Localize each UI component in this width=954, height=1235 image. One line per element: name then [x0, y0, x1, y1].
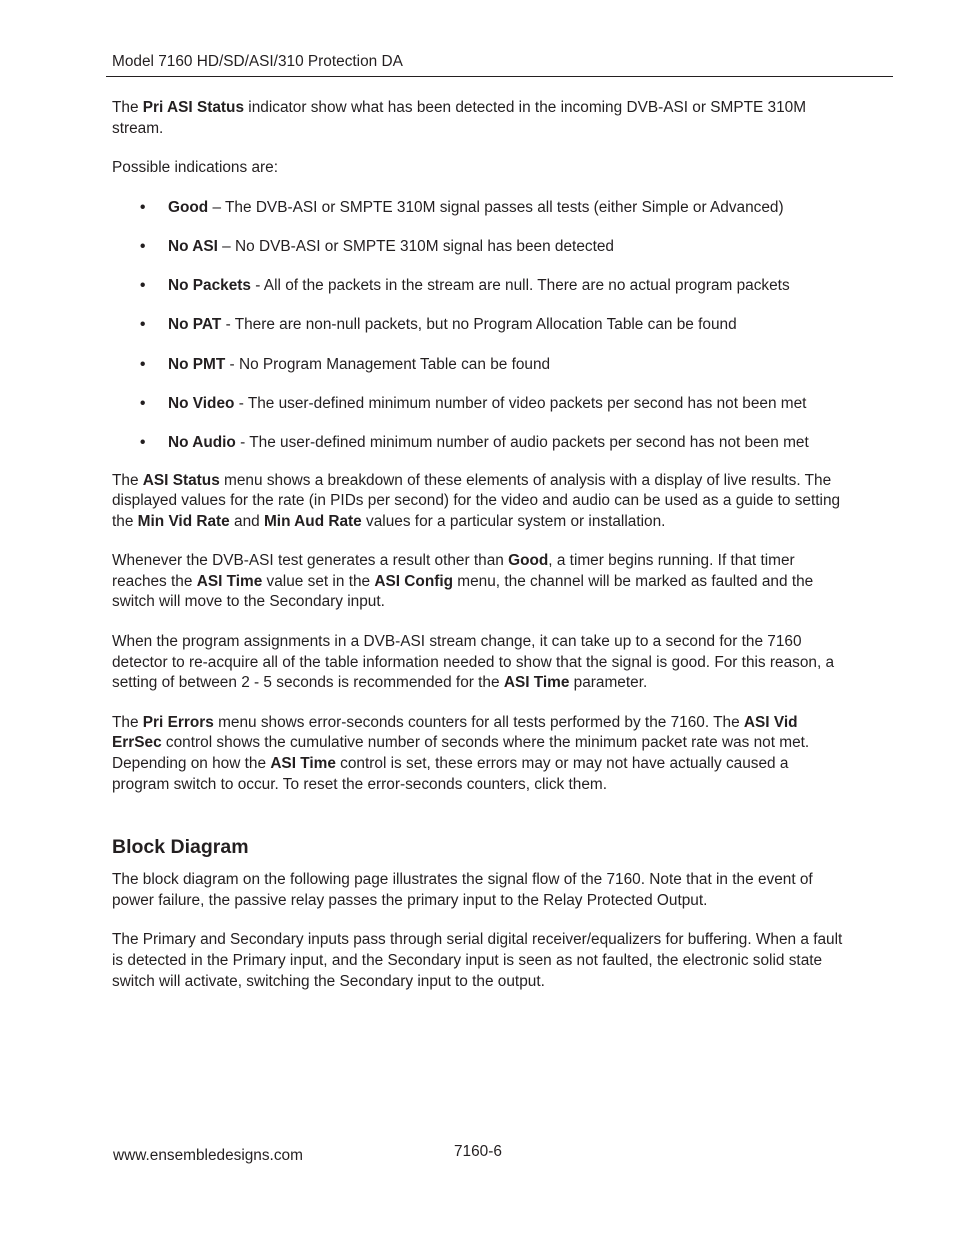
bullet-icon: •: [140, 355, 146, 373]
asi-status-paragraph: The ASI Status menu shows a breakdown of these elements of analysis with a display of live results. The displayed values for the rate (in PIDs per second) for the video and audio can be used as a guide to setting the Min Vid Rate and Min Aud Rate values for a particular system or installation.: [112, 471, 841, 530]
block-diagram-paragraph-2: The Primary and Secondary inputs pass through serial digital receiver/equalizers for buffering. When a fault is detected in the Primary input, and the Secondary input is seen as not faulted, the electronic solid state switch will activate, switching the Secondary input to the output.: [112, 931, 843, 990]
possible-indications-text: Possible indications are:: [112, 159, 278, 177]
bullet-icon: •: [140, 198, 146, 216]
page-body: [112, 98, 847, 992]
indication-list: [112, 198, 847, 454]
bullet-icon: •: [140, 433, 146, 451]
list-item: • Good – The DVB-ASI or SMPTE 310M signal passes all tests (either Simple or Advanced): [112, 198, 847, 219]
list-item: • No Video - The user-defined minimum number of video packets per second has not been met: [112, 394, 847, 415]
list-item: • No Packets - All of the packets in the stream are null. There are no actual program packets: [112, 276, 847, 297]
program-change-paragraph: When the program assignments in a DVB-ASI stream change, it can take up to a second for the 7160 detector to re-acquire all of the table information needed to show that the signal is good. For this reason, a setting of between 2 - 5 seconds is recommended for the ASI Time parameter.: [112, 633, 835, 692]
pri-asi-status-term: Pri ASI Status: [142, 99, 245, 116]
footer-page-number: 7160-6: [454, 1143, 502, 1160]
timer-paragraph: Whenever the DVB-ASI test generates a result other than Good, a timer begins running. If that timer reaches the ASI Time value set in the ASI Config menu, the channel will be marked as faulted and the switch will move to the Secondary input.: [112, 552, 814, 611]
bullet-icon: •: [140, 316, 146, 334]
intro-paragraph: The Pri ASI Status indicator show what has been detected in the incoming DVB-ASI or SMPTE 310M stream.: [112, 99, 807, 137]
list-item: • No ASI – No DVB-ASI or SMPTE 310M signal has been detected: [112, 237, 847, 258]
bullet-icon: •: [140, 277, 146, 295]
footer-website: www.ensembledesigns.com: [113, 1147, 303, 1164]
list-item: • No PAT - There are non-null packets, but no Program Allocation Table can be found: [112, 315, 847, 336]
block-diagram-heading: Block Diagram: [112, 836, 249, 859]
pri-errors-paragraph: The Pri Errors menu shows error-seconds counters for all tests performed by the 7160. The ASI Vid ErrSec control shows the cumulative number of seconds where the minimum packet rate was not met. Depending on how the ASI Time control is set, these errors may or may not have actually caused a program switch to occur. To reset the error-seconds counters, click them.: [112, 713, 810, 793]
list-item: • No Audio - The user-defined minimum number of audio packets per second has not been met: [112, 433, 847, 454]
bullet-icon: •: [140, 394, 146, 412]
header-rule: [106, 76, 893, 77]
block-diagram-paragraph-1: The block diagram on the following page illustrates the signal flow of the 7160. Note that in the event of power failure, the passive relay passes the primary input to the Relay Protected Output.: [112, 871, 813, 909]
page-header-title: Model 7160 HD/SD/ASI/310 Protection DA: [112, 53, 403, 70]
list-item: • No PMT - No Program Management Table can be found: [112, 355, 847, 376]
bullet-icon: •: [140, 237, 146, 255]
